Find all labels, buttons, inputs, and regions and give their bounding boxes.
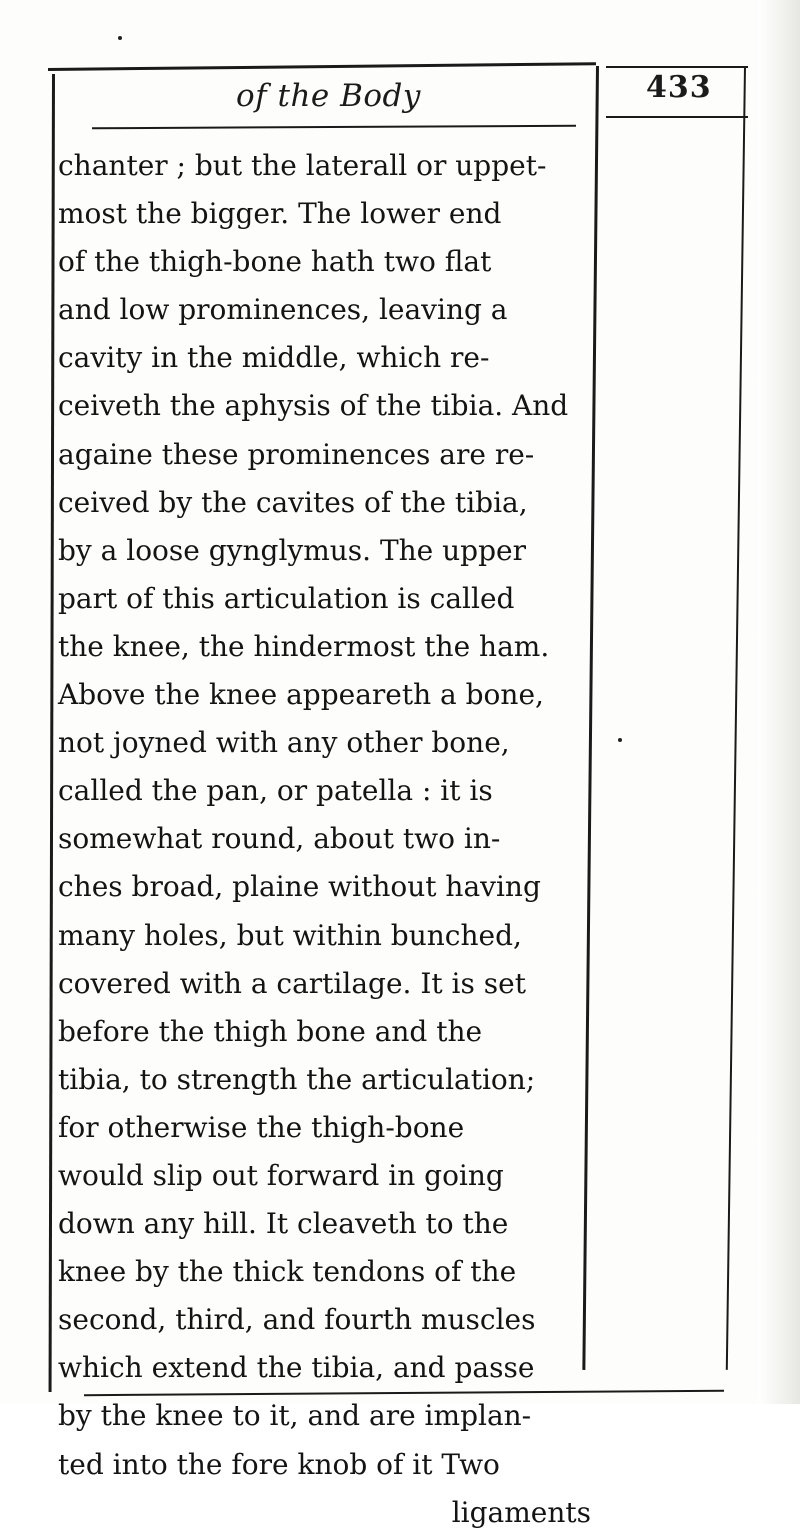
text-line: would slip out forward in going [58, 1158, 504, 1192]
header-underline-rule [92, 125, 576, 130]
text-line: many holes, but within bunched, [58, 918, 522, 952]
text-line: Above the knee appeareth a bone, [58, 678, 544, 712]
text-line: cavity in the middle, which re- [58, 341, 490, 375]
text-line: ted into the fore knob of it Two [58, 1447, 500, 1481]
text-line: most the bigger. The lower end [58, 197, 502, 231]
text-line: of the thigh-bone hath two flat [58, 245, 492, 279]
text-line: by the knee to it, and are implan- [58, 1399, 532, 1433]
text-line: ceiveth the aphysis of the tibia. And [58, 389, 569, 423]
top-right-rule [606, 66, 748, 68]
running-title: of the Body [236, 78, 421, 114]
text-line: knee by the thick tendons of the [58, 1255, 517, 1289]
page-number: 433 [646, 70, 712, 105]
text-line: the knee, the hindermost the ham. [58, 629, 550, 663]
page-edge-shading [758, 0, 800, 1404]
text-line: and low prominences, leaving a [58, 293, 508, 327]
text-line: tibia, to strength the articulation; [58, 1062, 536, 1096]
text-line: ceived by the cavites of the tibia, [58, 485, 528, 519]
text-line: which extend the tibia, and passe [58, 1351, 535, 1385]
text-line: covered with a cartilage. It is set [58, 966, 526, 1000]
text-line: somewhat round, about two in- [58, 822, 501, 856]
page-number-underline-rule [606, 116, 748, 118]
left-margin-rule [49, 74, 55, 1392]
right-margin-rule [726, 66, 746, 1370]
text-line: part of this articulation is called [58, 581, 515, 615]
text-line: for otherwise the thigh-bone [58, 1110, 465, 1144]
text-line: down any hill. It cleaveth to the [58, 1207, 509, 1241]
top-rule [48, 62, 596, 71]
text-line: againe these prominences are re- [58, 437, 535, 471]
text-line: ches broad, plaine without having [58, 870, 541, 904]
ink-speck [118, 36, 122, 40]
catchword-line: ligaments [451, 1495, 591, 1529]
text-line: chanter ; but the laterall or uppet- [58, 149, 547, 182]
body-text [58, 142, 603, 1537]
text-line: called the pan, or patella : it is [58, 774, 493, 808]
text-line: before the thigh bone and the [58, 1014, 483, 1048]
ink-speck [618, 738, 622, 742]
text-line: second, third, and fourth muscles [58, 1303, 536, 1337]
text-line: by a loose gynglymus. The upper [58, 533, 526, 567]
text-line: not joyned with any other bone, [58, 726, 510, 760]
